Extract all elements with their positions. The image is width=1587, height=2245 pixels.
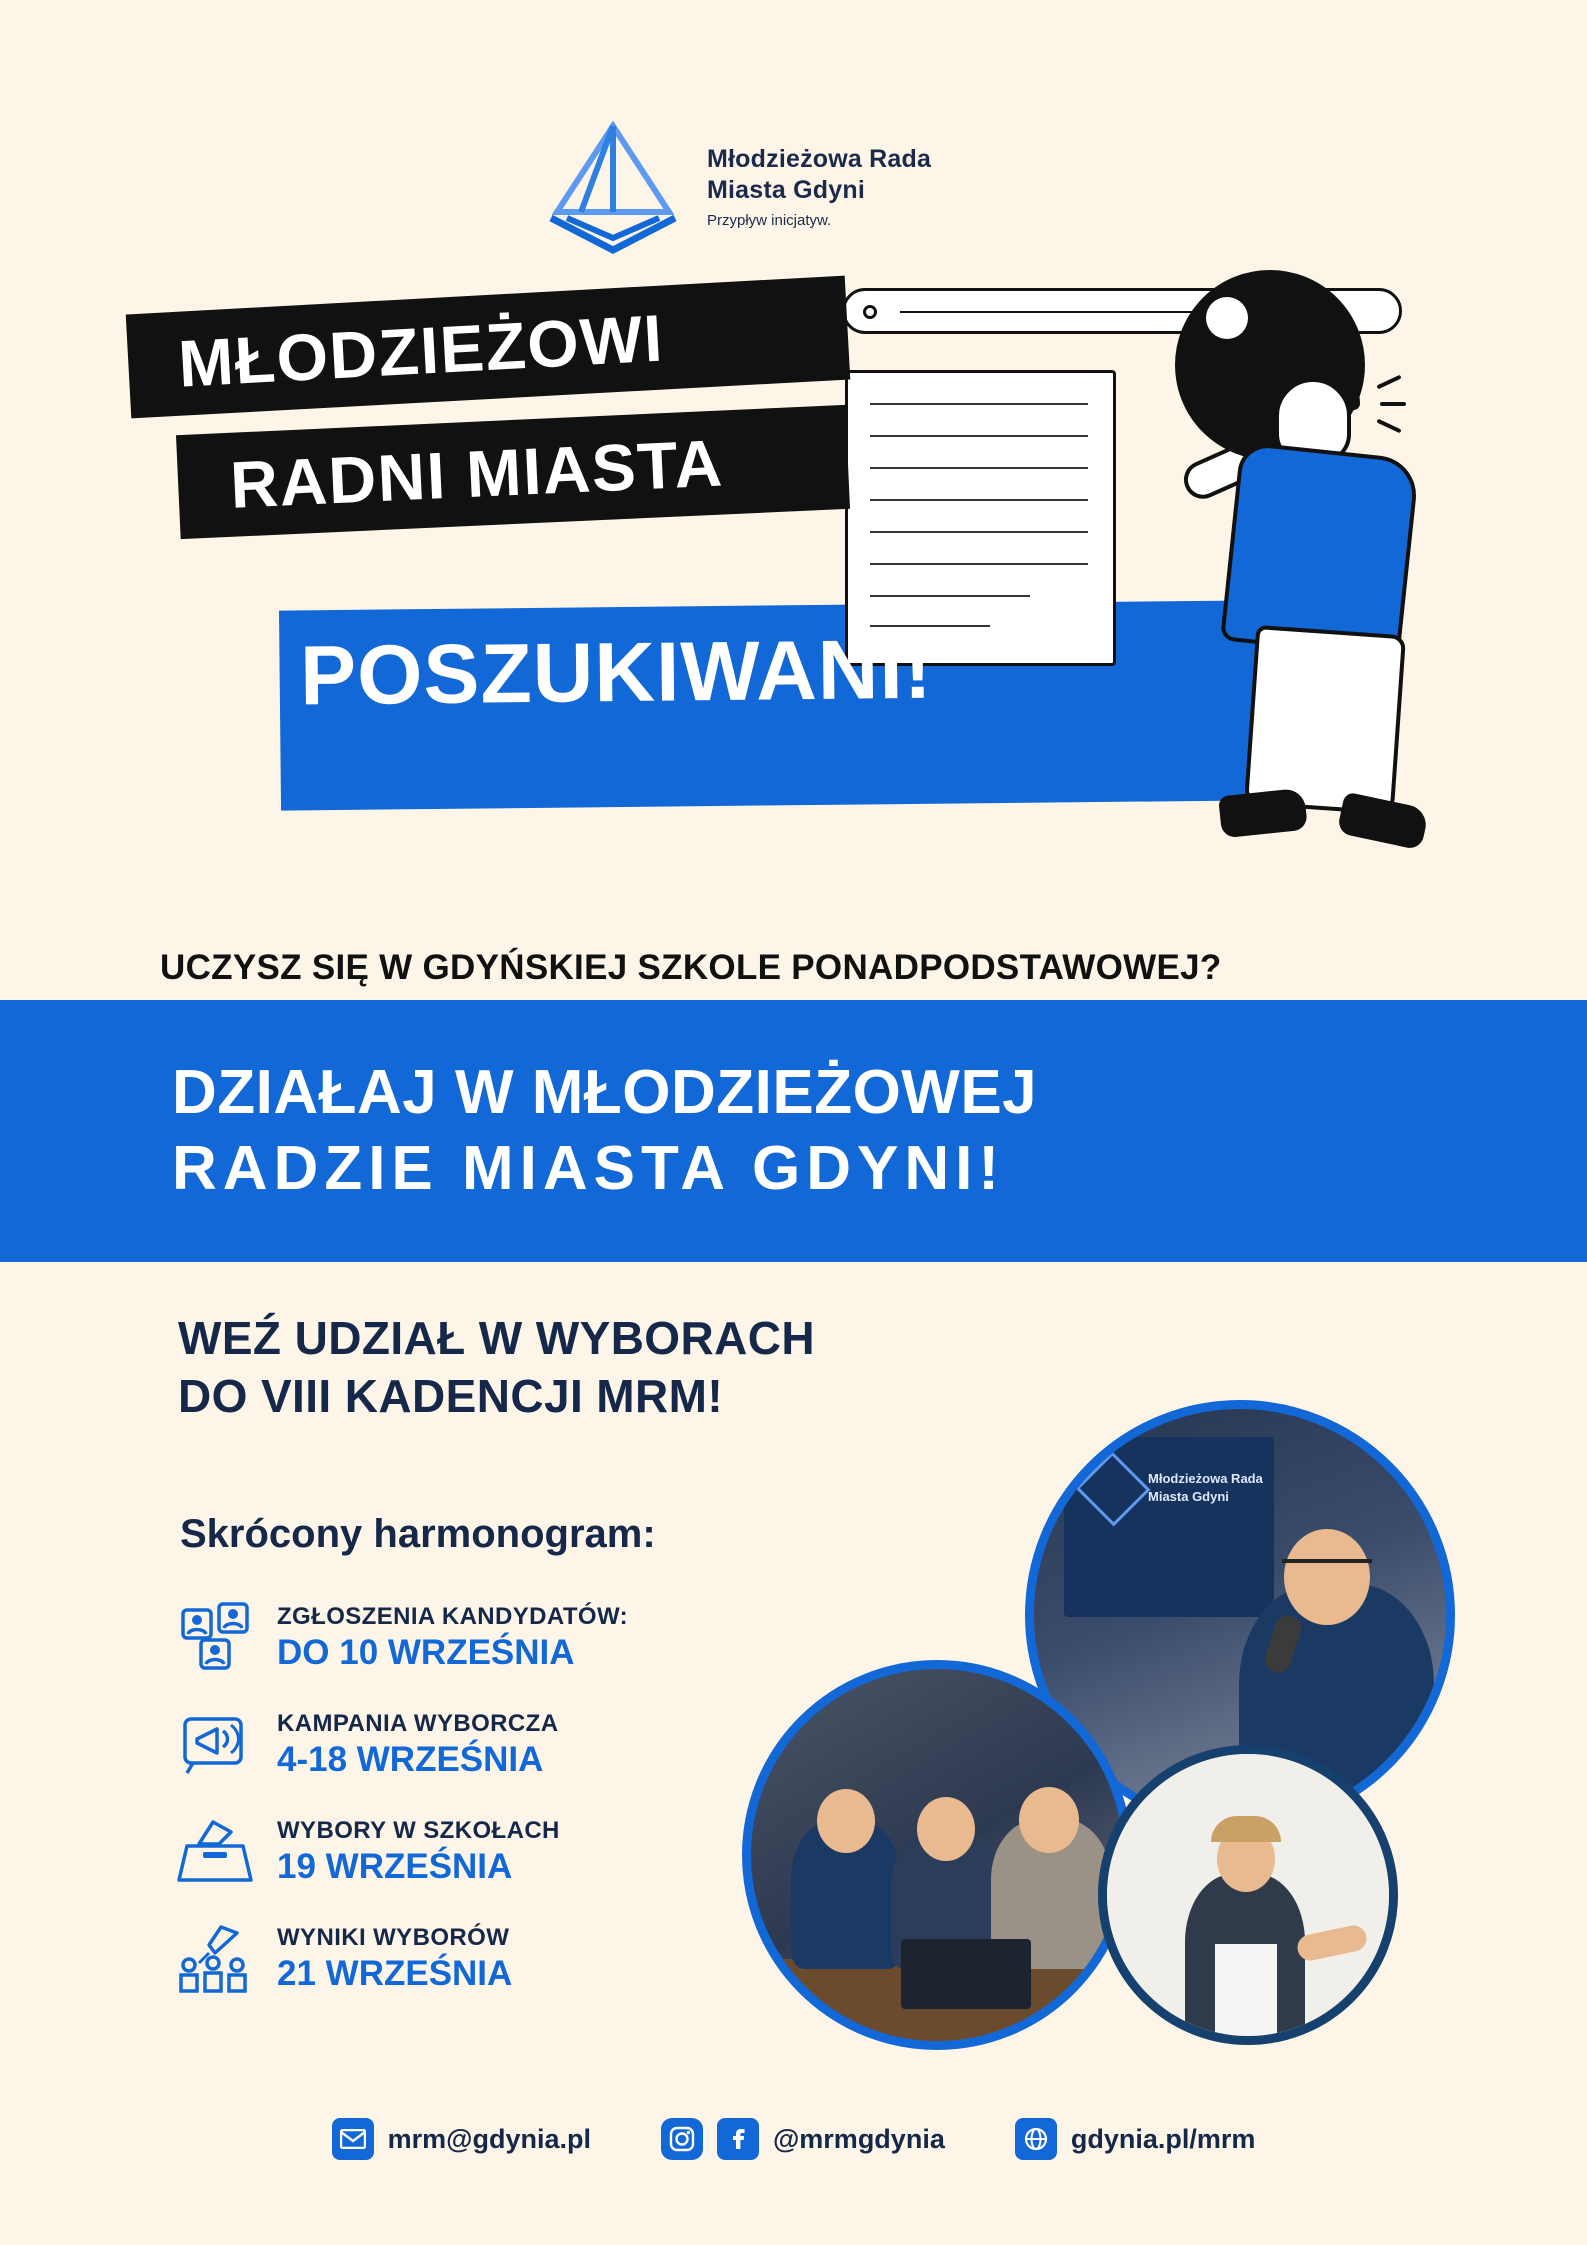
schedule-title: Skrócony harmonogram: bbox=[180, 1512, 656, 1556]
logo-tagline: Przypływ inicjatyw. bbox=[707, 212, 832, 230]
footer-website-text: gdynia.pl/mrm bbox=[1070, 2123, 1256, 2154]
schedule-item-label: WYNIKI WYBORÓW bbox=[277, 1923, 510, 1951]
photo-presenter-whiteboard bbox=[1098, 1745, 1398, 2045]
schedule-item-date: 4-18 WRZEŚNIA bbox=[277, 1739, 544, 1779]
logo-text-block bbox=[707, 144, 931, 230]
illustration-shoe-right bbox=[1337, 792, 1430, 851]
blue-headline-line-1: DZIAŁAJ W MŁODZIEŻOWEJ bbox=[172, 1058, 1038, 1128]
cta-line-1: WEŹ UDZIAŁ W WYBORACH bbox=[178, 1312, 815, 1364]
www-icon bbox=[1015, 2118, 1057, 2160]
schedule-item-texts bbox=[267, 1817, 560, 1887]
schedule-item-label: KAMPANIA WYBORCZA bbox=[277, 1709, 559, 1737]
instagram-icon bbox=[661, 2118, 703, 2160]
illustration-doc-dot bbox=[863, 305, 877, 319]
photo-banner-line-1: Młodzieżowa Rada bbox=[1148, 1471, 1263, 1486]
candidates-group-icon bbox=[175, 1598, 267, 1678]
schedule-item-date: DO 10 WRZEŚNIA bbox=[277, 1632, 575, 1672]
ballot-box-icon bbox=[175, 1812, 267, 1892]
photo-speaker-glasses bbox=[1282, 1559, 1372, 1579]
photo-banner-line-2: Miasta Gdyni bbox=[1148, 1489, 1229, 1504]
facebook-icon bbox=[717, 2118, 759, 2160]
schedule-item-texts bbox=[267, 1603, 628, 1673]
blue-headline-line-2: RADZIE MIASTA GDYNI! bbox=[172, 1134, 1005, 1203]
photo-laptop bbox=[901, 1939, 1031, 2009]
photo-council-members bbox=[742, 1660, 1132, 2050]
schedule-list bbox=[175, 1590, 735, 2018]
photo-member-3-face bbox=[1019, 1787, 1079, 1853]
footer-social[interactable] bbox=[661, 2118, 945, 2160]
envelope-icon bbox=[332, 2118, 374, 2160]
megaphone-campaign-icon bbox=[175, 1705, 267, 1785]
footer-email[interactable] bbox=[332, 2118, 591, 2160]
footer-social-handle: @mrmgdynia bbox=[772, 2123, 945, 2154]
schedule-item bbox=[175, 1590, 735, 1685]
photo-banner-backdrop bbox=[1064, 1437, 1274, 1617]
photo-mini-logo-icon bbox=[1076, 1452, 1151, 1527]
footer-email-text: mrm@gdynia.pl bbox=[387, 2123, 591, 2154]
hero-section bbox=[0, 270, 1587, 870]
cta-line-2: DO VIII KADENCJI MRM! bbox=[178, 1369, 724, 1422]
schedule-item bbox=[175, 1804, 735, 1899]
sailboat-logo-icon bbox=[543, 120, 683, 255]
hero-band-2: RADNI MIASTA bbox=[176, 405, 850, 539]
schedule-item-date: 19 WRZEŚNIA bbox=[277, 1846, 513, 1886]
photo-presenter-shirt bbox=[1215, 1944, 1277, 2044]
logo-line-1: Młodzieżowa Rada bbox=[707, 145, 932, 174]
schedule-item bbox=[175, 1697, 735, 1792]
schedule-item-date: 21 WRZEŚNIA bbox=[277, 1953, 513, 1993]
person-with-magnifier-document-illustration bbox=[820, 270, 1440, 870]
call-to-action bbox=[178, 1310, 815, 1426]
schedule-item-texts bbox=[267, 1710, 558, 1780]
illustration-shoe-left bbox=[1218, 788, 1308, 839]
footer-website[interactable] bbox=[1015, 2118, 1256, 2160]
schedule-item-label: ZGŁOSZENIA KANDYDATÓW: bbox=[277, 1602, 628, 1630]
hero-band-1: MŁODZIEŻOWI bbox=[126, 276, 851, 419]
question-line: UCZYSZ SIĘ W GDYŃSKIEJ SZKOLE PONADPODSTAWOWEJ? bbox=[160, 948, 1222, 987]
organization-logo bbox=[543, 120, 931, 255]
podium-results-icon bbox=[175, 1919, 267, 1999]
schedule-item bbox=[175, 1911, 735, 2006]
footer-contacts bbox=[0, 2118, 1587, 2160]
logo-line-2: Miasta Gdyni bbox=[707, 175, 865, 204]
blue-headline-band bbox=[0, 1000, 1587, 1262]
schedule-item-label: WYBORY W SZKOŁACH bbox=[277, 1816, 560, 1844]
photo-member-2-face bbox=[917, 1797, 975, 1861]
photo-member-1-face bbox=[817, 1789, 875, 1853]
hero-band-3: POSZUKIWANI! bbox=[299, 621, 934, 723]
schedule-item-texts bbox=[267, 1924, 512, 1994]
